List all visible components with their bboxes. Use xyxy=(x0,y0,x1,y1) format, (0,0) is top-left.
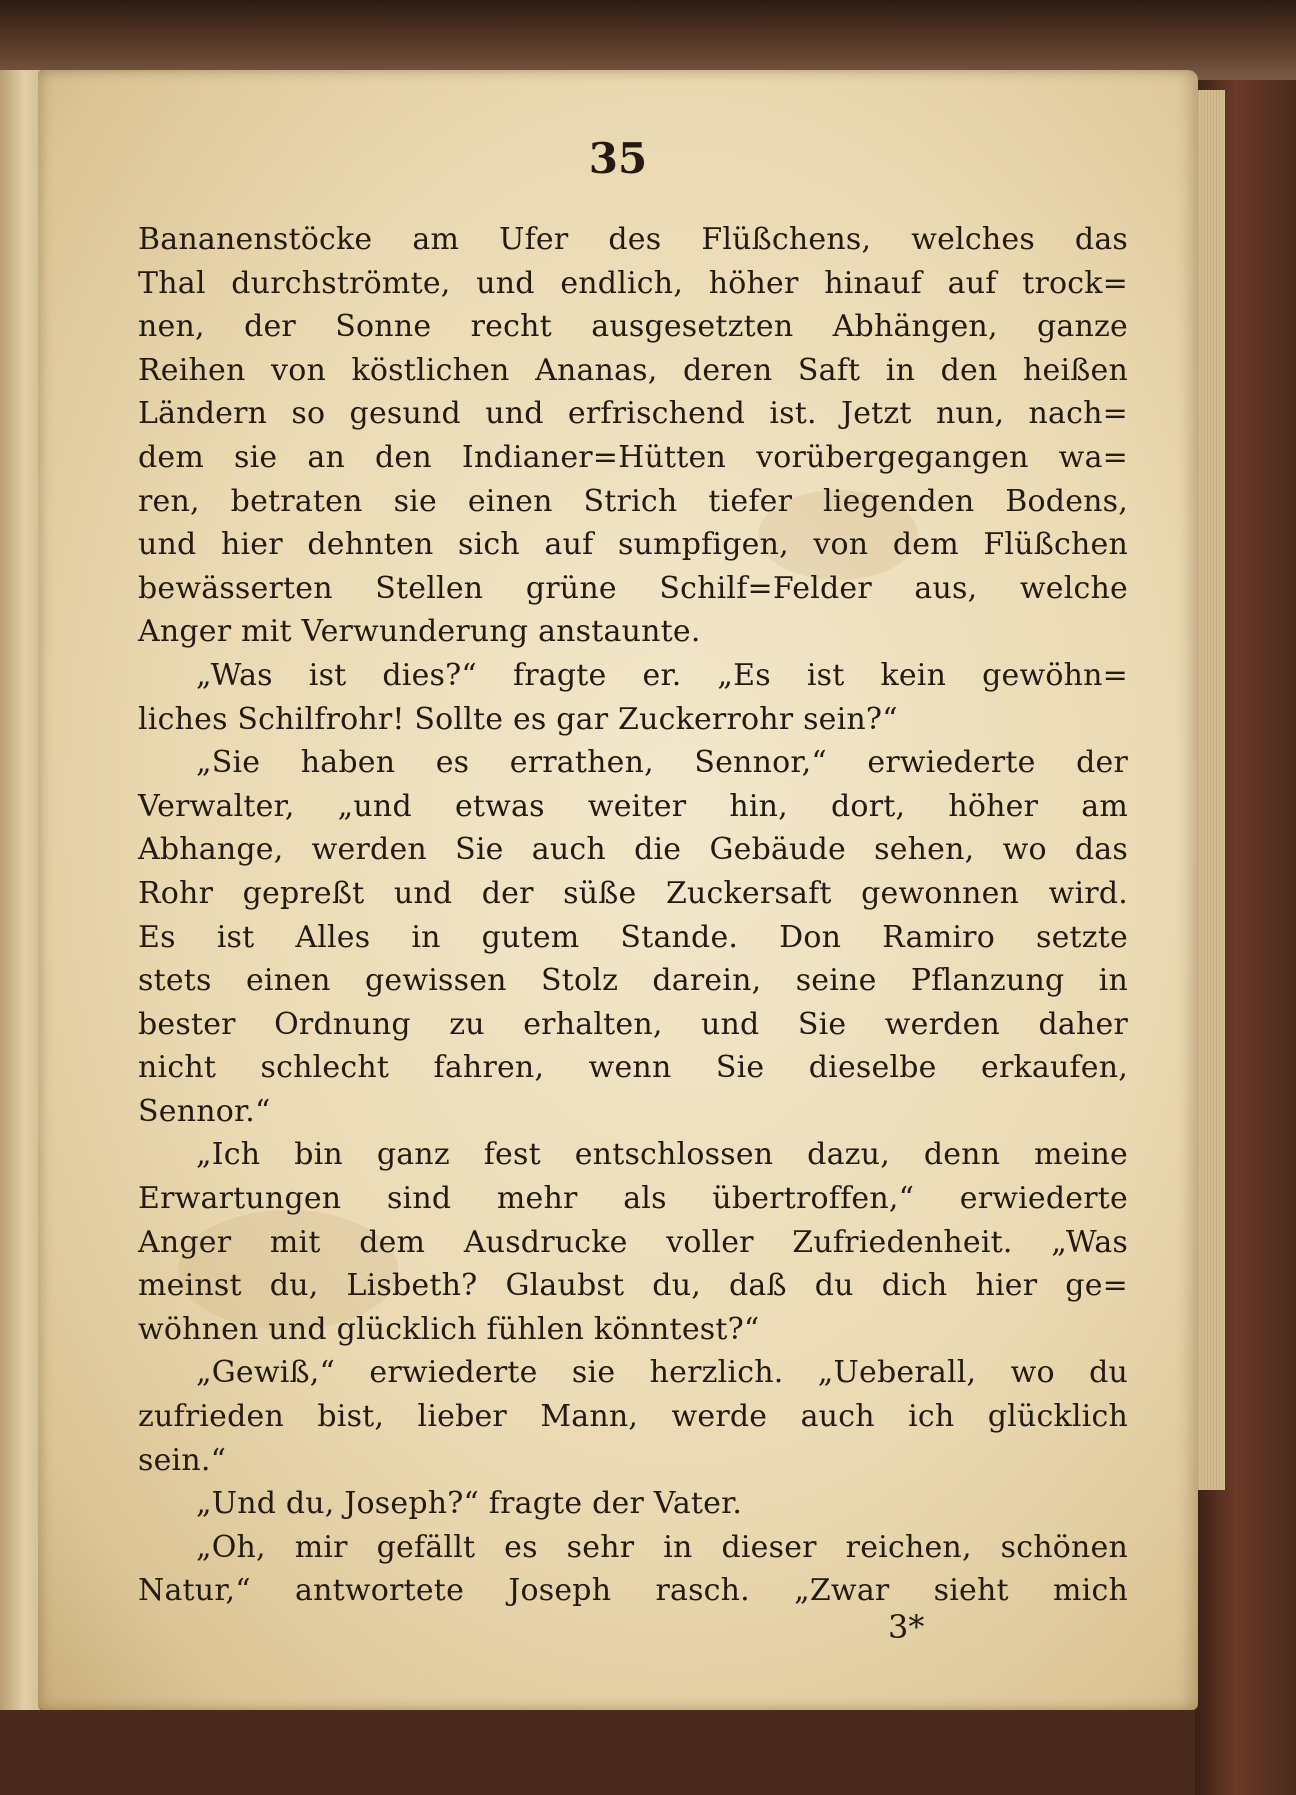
text-line: Anger mit Verwunderung anstaunte. xyxy=(138,614,701,650)
text-line: nen, der Sonne recht ausgesetzten Abhängen, ganze xyxy=(138,309,1128,345)
text-line: Bananenstöcke am Ufer des Flüßchens, welches das xyxy=(138,222,1128,257)
text-line: stets einen gewissen Stolz darein, seine Pflanzung in xyxy=(138,963,1128,999)
text-line: nicht schlecht fahren, wenn Sie dieselbe erkaufen, xyxy=(138,1050,1128,1086)
text-line: bewässerten Stellen grüne Schilf=Felder aus, welche xyxy=(138,570,1128,606)
text-line: wöhnen und glücklich fühlen könntest?“ xyxy=(138,1311,760,1347)
text-line: „Und du, Joseph?“ fragte der Vater. xyxy=(196,1486,743,1522)
text-line: „Oh, mir gefällt es sehr in dieser reichen, schönen xyxy=(196,1529,1128,1565)
text-line: „Was ist dies?“ fragte er. „Es ist kein gewöhn= xyxy=(196,657,1128,693)
text-line: Verwalter, „und etwas weiter hin, dort, höher am xyxy=(138,788,1128,824)
text-line: Reihen von köstlichen Ananas, deren Saft in den heißen xyxy=(138,352,1128,388)
text-line: Erwartungen sind mehr als übertroffen,“ erwiederte xyxy=(138,1181,1128,1217)
text-line: und hier dehnten sich auf sumpfigen, von dem Flüßchen xyxy=(138,527,1128,563)
text-line: Ländern so gesund und erfrischend ist. Jetzt nun, nach= xyxy=(138,396,1128,432)
text-line: Natur,“ antwortete Joseph rasch. „Zwar sieht mich xyxy=(138,1573,1128,1609)
text-line: „Ich bin ganz fest entschlossen dazu, denn meine xyxy=(196,1137,1128,1173)
signature-mark: 3* xyxy=(888,1608,925,1646)
text-line: zufrieden bist, lieber Mann, werde auch ich glücklich xyxy=(138,1399,1128,1435)
text-line: dem sie an den Indianer=Hütten vorübergegangen wa= xyxy=(138,439,1128,475)
body-text xyxy=(138,218,1128,1613)
left-page-edge xyxy=(0,70,40,1710)
text-line: ren, betraten sie einen Strich tiefer liegenden Bodens, xyxy=(138,483,1128,519)
page-number: 35 xyxy=(588,134,648,183)
text-line: Abhange, werden Sie auch die Gebäude sehen, wo das xyxy=(138,832,1128,868)
text-line: Anger mit dem Ausdrucke voller Zufriedenheit. „Was xyxy=(138,1224,1128,1260)
text-line: meinst du, Lisbeth? Glaubst du, daß du dich hier ge= xyxy=(138,1268,1128,1304)
text-line: sein.“ xyxy=(138,1442,227,1478)
text-line: liches Schilfrohr! Sollte es gar Zuckerrohr sein?“ xyxy=(138,701,898,737)
book-binding-top xyxy=(0,0,1296,80)
text-line: bester Ordnung zu erhalten, und Sie werden daher xyxy=(138,1006,1128,1042)
text-line: Sennor.“ xyxy=(138,1093,271,1129)
text-line: Thal durchströmte, und endlich, höher hinauf auf trock= xyxy=(138,265,1128,301)
text-line: Rohr gepreßt und der süße Zuckersaft gewonnen wird. xyxy=(138,875,1128,911)
text-line: „Sie haben es errathen, Sennor,“ erwiederte der xyxy=(196,745,1128,781)
text-line: „Gewiß,“ erwiederte sie herzlich. „Ueberall, wo du xyxy=(196,1355,1128,1391)
book-page xyxy=(38,70,1198,1710)
text-line: Es ist Alles in gutem Stande. Don Ramiro setzte xyxy=(138,919,1128,955)
